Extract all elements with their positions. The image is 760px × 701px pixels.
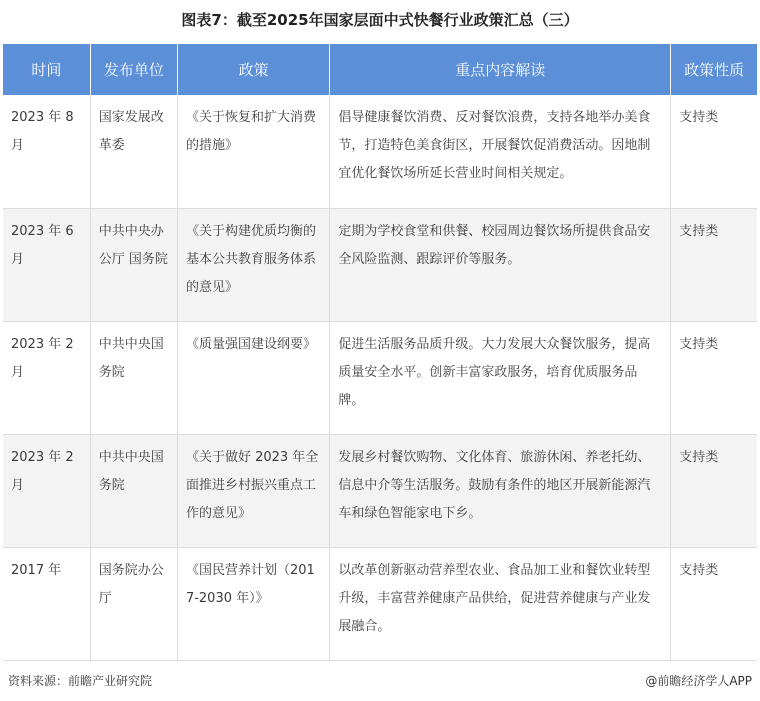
cell-policy: 《关于恢复和扩大消费的措施》	[177, 95, 329, 208]
brand-note: @前瞻经济学人APP	[645, 674, 752, 688]
cell-content: 以改革创新驱动营养型农业、食品加工业和餐饮业转型升级，丰富营养健康产品供给，促进营养健康与产业发展融合。	[330, 547, 671, 660]
cell-policy: 《质量强国建设纲要》	[177, 321, 329, 434]
header-unit: 发布单位	[90, 44, 177, 95]
source-note: 资料来源：前瞻产业研究院	[8, 674, 153, 688]
chart-title: 图表7：截至2025年国家层面中式快餐行业政策汇总（三）	[181, 11, 579, 29]
cell-content: 倡导健康餐饮消费、反对餐饮浪费，支持各地举办美食节，打造特色美食街区，开展餐饮促消费活动。因地制宜优化餐饮场所延长营业时间相关规定。	[330, 95, 671, 208]
table-row	[3, 95, 757, 208]
cell-nature: 支持类	[671, 95, 757, 208]
cell-content: 促进生活服务品质升级。大力发展大众餐饮服务，提高质量安全水平。创新丰富家政服务，培育优质服务品牌。	[330, 321, 671, 434]
cell-policy: 《关于做好 2023 年全面推进乡村振兴重点工作的意见》	[177, 434, 329, 547]
cell-nature: 支持类	[671, 208, 757, 321]
cell-time: 2017 年	[3, 547, 90, 660]
cell-time: 2023 年 2 月	[3, 434, 90, 547]
cell-nature: 支持类	[671, 321, 757, 434]
header-time: 时间	[3, 44, 90, 95]
header-row	[3, 44, 757, 95]
table-row	[3, 321, 757, 434]
cell-unit: 中共中央办公厅 国务院	[90, 208, 177, 321]
table-row	[3, 434, 757, 547]
cell-unit: 中共中央国务院	[90, 321, 177, 434]
header-policy: 政策	[177, 44, 329, 95]
header-nature: 政策性质	[671, 44, 757, 95]
table-header	[3, 44, 757, 95]
policy-table	[3, 44, 757, 661]
cell-unit: 国家发展改革委	[90, 95, 177, 208]
cell-time: 2023 年 8 月	[3, 95, 90, 208]
table-body	[3, 95, 757, 660]
header-content: 重点内容解读	[330, 44, 671, 95]
table-row	[3, 208, 757, 321]
cell-content: 发展乡村餐饮购物、文化体育、旅游休闲、养老托幼、信息中介等生活服务。鼓励有条件的地区开展新能源汽车和绿色智能家电下乡。	[330, 434, 671, 547]
cell-content: 定期为学校食堂和供餐、校园周边餐饮场所提供食品安全风险监测、跟踪评价等服务。	[330, 208, 671, 321]
cell-unit: 中共中央国务院	[90, 434, 177, 547]
cell-nature: 支持类	[671, 547, 757, 660]
table-row	[3, 547, 757, 660]
cell-policy: 《国民营养计划（2017-2030 年）》	[177, 547, 329, 660]
cell-time: 2023 年 6 月	[3, 208, 90, 321]
cell-unit: 国务院办公厅	[90, 547, 177, 660]
policy-table-container	[3, 44, 757, 661]
cell-nature: 支持类	[671, 434, 757, 547]
cell-time: 2023 年 2 月	[3, 321, 90, 434]
cell-policy: 《关于构建优质均衡的基本公共教育服务体系的意见》	[177, 208, 329, 321]
